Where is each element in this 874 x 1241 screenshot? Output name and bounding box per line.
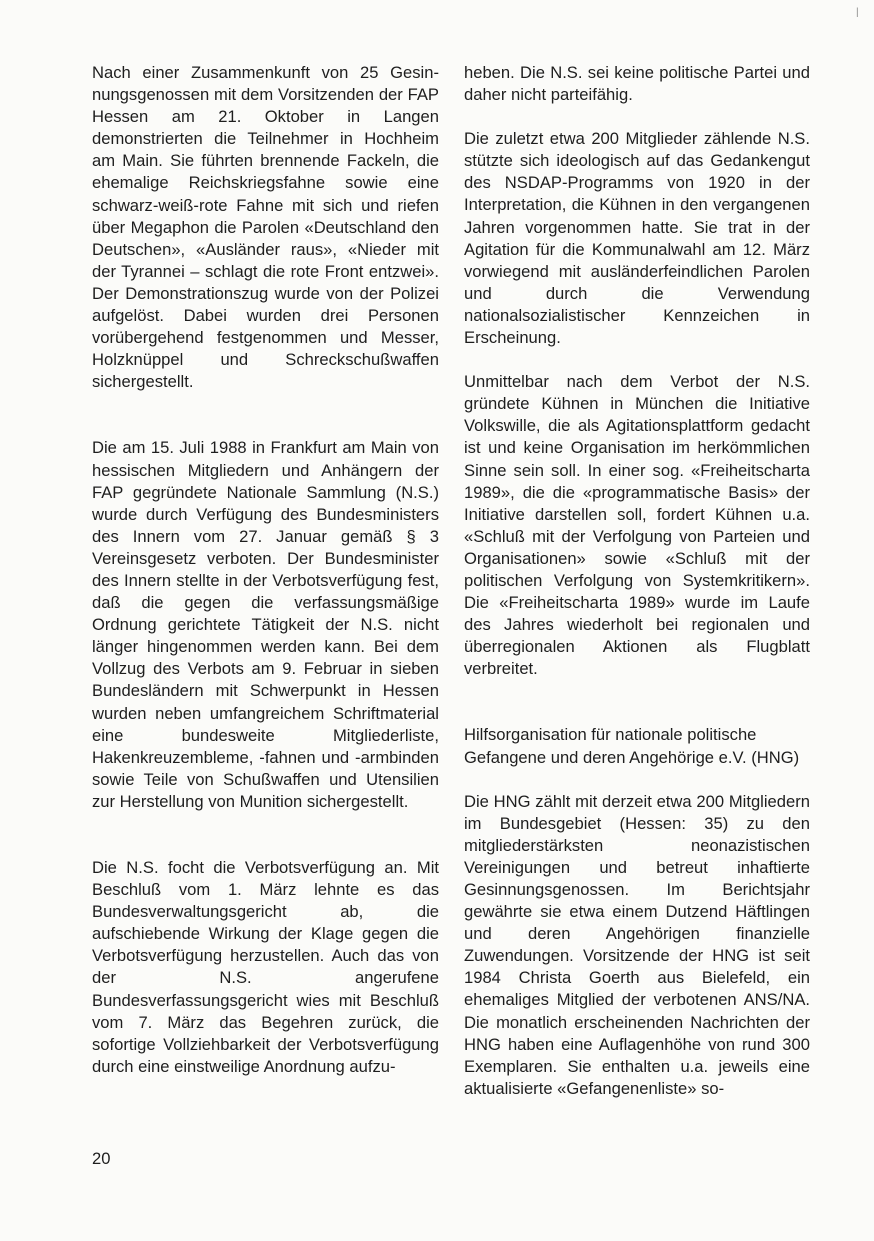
paragraph-initiative-volkswille: Unmittelbar nach dem Verbot der N.S. gründete Kühnen in München die Initiative Volkswille, die als Agitationsplattform gedacht ist und keine Organisation im herkömmlichen Sinne sein soll. In einer sog. «Freiheitscharta 1989», die die «programmatische Basis» der Initiative darstellen soll, fordert Kühnen u.a. «Schluß mit der Verfolgung von Parteien und Organisationen» sowie «Schluß mit der politischen Verfolgung von Systemkritikern». Die «Freiheitscharta 1989» wurde im Laufe des Jahres wiederholt bei regionalen und überregionalen Aktionen als Flugblatt verbreitet.	[464, 372, 810, 679]
section-heading-hng: Hilfsorganisation für nationale politische Gefangene und deren Angehörige e.V. (HNG)	[464, 725, 800, 767]
left-column	[92, 62, 439, 1078]
scan-edge-mark: |	[856, 7, 859, 18]
paragraph-ns-not-party: heben. Die N.S. sei keine politische Partei und daher nicht parteifähig.	[464, 63, 810, 105]
paragraph-ns-appeal: Die N.S. focht die Verbotsverfügung an. Mit Beschluß vom 1. März lehnte es das Bundesverwaltungsgericht ab, die aufschiebende Wirkung der Klage gegen die Verbotsverfügung herzustellen. Auch das von der N.S. angerufene Bundesverfassungsgericht wies mit Beschluß vom 7. März das Begehren zurück, die sofortige Vollziehbarkeit der Verbotsverfügung durch eine einstweilige Anordnung aufzu-	[92, 858, 439, 1076]
paragraph-ns-ban: Die am 15. Juli 1988 in Frankfurt am Main von hessischen Mitgliedern und Anhängern der FAP gegründete Nationale Sammlung (N.S.) wurde durch Verfügung des Bundesministers des Innern vom 27. Januar gemäß § 3 Vereinsgesetz verboten. Der Bundesminister des Innern stellte in der Verbotsverfügung fest, daß die gegen die verfassungsmäßige Ordnung gerichtete Tätigkeit der N.S. nicht länger hingenommen werden kann. Bei dem Vollzug des Verbots am 9. Februar in sieben Bundesländern mit Schwerpunkt in Hessen wurden neben umfangreichem Schriftmaterial eine bundesweite Mitgliederliste, Hakenkreuzembleme, -fahnen und -armbinden sowie Teile von Schußwaffen und Utensilien zur Herstellung von Munition sichergestellt.	[92, 438, 439, 811]
paragraph-ns-ideology: Die zuletzt etwa 200 Mitglieder zählende N.S. stützte sich ideologisch auf das Gedankengut des NSDAP-Programms von 1920 in der Interpretation, die Kühnen in den vergangenen Jahren vorgenommen hatte. Sie trat in der Agitation für die Kommunalwahl am 12. März vorwiegend mit ausländerfeindlichen Parolen und durch die Verwendung nationalsozialistischer Kennzeichen in Erscheinung.	[464, 129, 810, 348]
right-column	[464, 62, 810, 1100]
page-number: 20	[92, 1149, 111, 1168]
paragraph-fap-demonstration: Nach einer Zusammenkunft von 25 Gesinnungsgenossen mit dem Vorsitzenden der FAP Hessen am 21. Oktober in Langen demonstrierten die Teilnehmer in Hochheim am Main. Sie führten brennende Fackeln, die ehemalige Reichskriegsfahne sowie eine schwarz-weiß-rote Fahne mit sich und riefen über Megaphon die Parolen «Deutschland den Deutschen», «Ausländer raus», «Nieder mit der Tyrannei – schlagt die rote Front entzwei». Der Demonstrationszug wurde von der Polizei aufgelöst. Dabei wurden drei Personen vorübergehend festgenommen und Messer, Holzknüppel und Schreckschußwaffen sichergestellt.	[92, 63, 439, 392]
paragraph-hng: Die HNG zählt mit derzeit etwa 200 Mitgliedern im Bundesgebiet (Hessen: 35) zu den mitgliederstärksten neonazistischen Vereinigungen und betreut inhaftierte Gesinnungsgenossen. Im Berichtsjahr gewährte sie etwa einem Dutzend Häftlingen und deren Angehörigen finanzielle Zuwendungen. Vorsitzende der HNG ist seit 1984 Christa Goerth aus Bielefeld, ein ehemaliges Mitglied der verbotenen ANS/NA. Die monatlich erscheinenden Nachrichten der HNG haben eine Auflagenhöhe von rund 300 Exemplaren. Sie enthalten u.a. jeweils eine aktualisierte «Gefangenenliste» so-	[464, 791, 810, 1098]
